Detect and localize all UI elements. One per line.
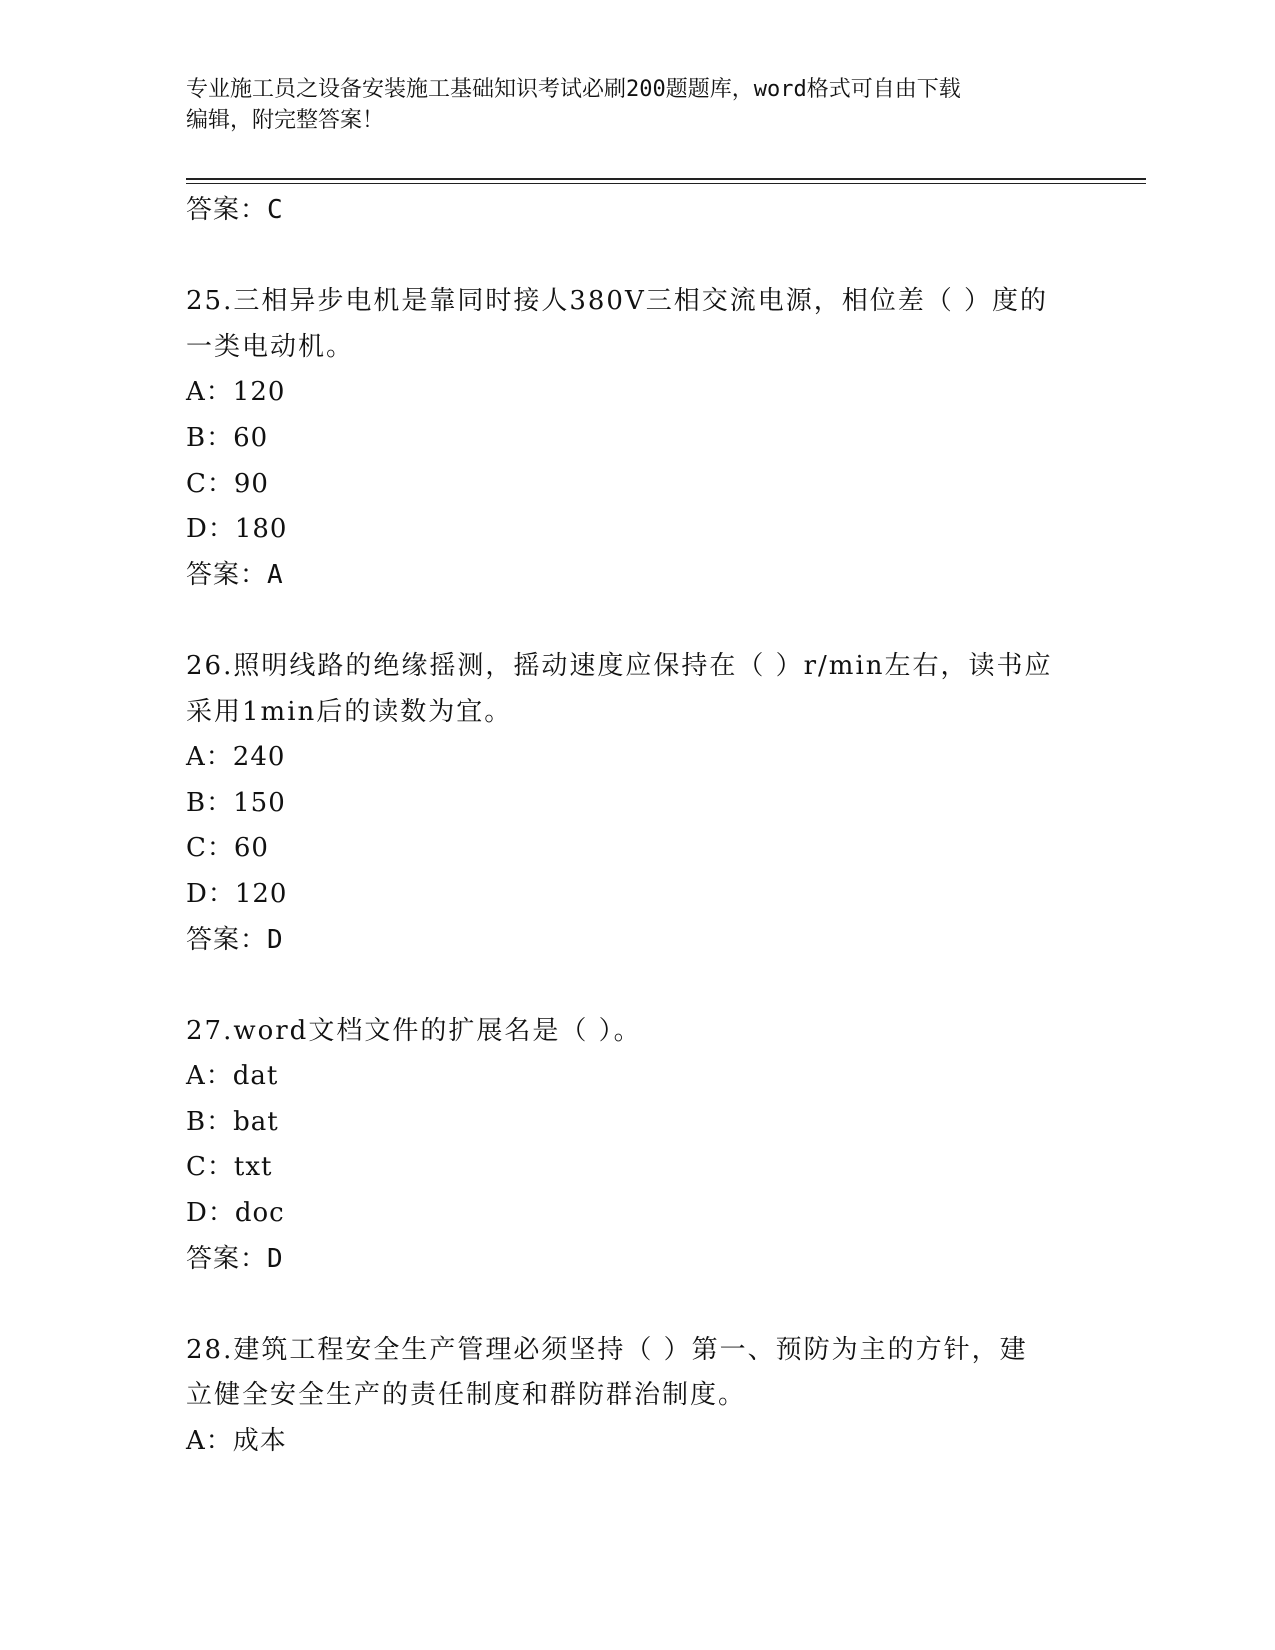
question-list bbox=[186, 188, 1086, 1465]
spacer bbox=[186, 234, 1086, 280]
option-c: C：txt bbox=[186, 1152, 273, 1183]
answer-line: 答案：C bbox=[186, 195, 284, 225]
option-d: D：180 bbox=[186, 514, 288, 545]
document-header bbox=[186, 74, 1086, 136]
question-text: 一类电动机。 bbox=[186, 331, 355, 362]
spacer bbox=[186, 963, 1086, 1009]
option-b: B：150 bbox=[186, 787, 286, 818]
option-a: A：240 bbox=[186, 742, 286, 773]
question-item bbox=[186, 1328, 1086, 1465]
answer-line: 答案：A bbox=[186, 559, 284, 590]
header-divider-thick bbox=[186, 178, 1146, 180]
answer-line: 答案：D bbox=[186, 1243, 284, 1274]
question-text: 立健全安全生产的责任制度和群防群治制度。 bbox=[186, 1380, 747, 1411]
question-text: 25.三相异步电机是靠同时接人380V三相交流电源，相位差（ ）度的 bbox=[186, 286, 1049, 317]
option-b: B：bat bbox=[186, 1106, 279, 1137]
option-b: B：60 bbox=[186, 422, 269, 453]
option-c: C：60 bbox=[186, 833, 269, 864]
option-c: C：90 bbox=[186, 468, 269, 499]
question-text: 26.照明线路的绝缘摇测，摇动速度应保持在（ ）r/min左右，读书应 bbox=[186, 650, 1053, 681]
header-divider-thin bbox=[186, 183, 1146, 184]
question-text: 27.word文档文件的扩展名是（ ）。 bbox=[186, 1015, 642, 1046]
question-item bbox=[186, 279, 1086, 598]
option-a: A：dat bbox=[186, 1061, 279, 1092]
spacer bbox=[186, 1282, 1086, 1328]
header-line-2: 编辑，附完整答案！ bbox=[186, 108, 385, 133]
question-item bbox=[186, 1009, 1086, 1283]
option-d: D：120 bbox=[186, 878, 288, 909]
question-item bbox=[186, 644, 1086, 963]
option-a: A：成本 bbox=[186, 1426, 287, 1457]
spacer bbox=[186, 598, 1086, 644]
answer-line: 答案：D bbox=[186, 924, 284, 955]
question-text: 采用1min后的读数为宜。 bbox=[186, 696, 513, 727]
option-a: A：120 bbox=[186, 377, 286, 408]
header-line-1: 专业施工员之设备安装施工基础知识考试必刷200题题库，word格式可自由下载 bbox=[186, 77, 961, 102]
option-d: D：doc bbox=[186, 1198, 285, 1229]
question-text: 28.建筑工程安全生产管理必须坚持（ ）第一、预防为主的方针，建 bbox=[186, 1334, 1028, 1365]
